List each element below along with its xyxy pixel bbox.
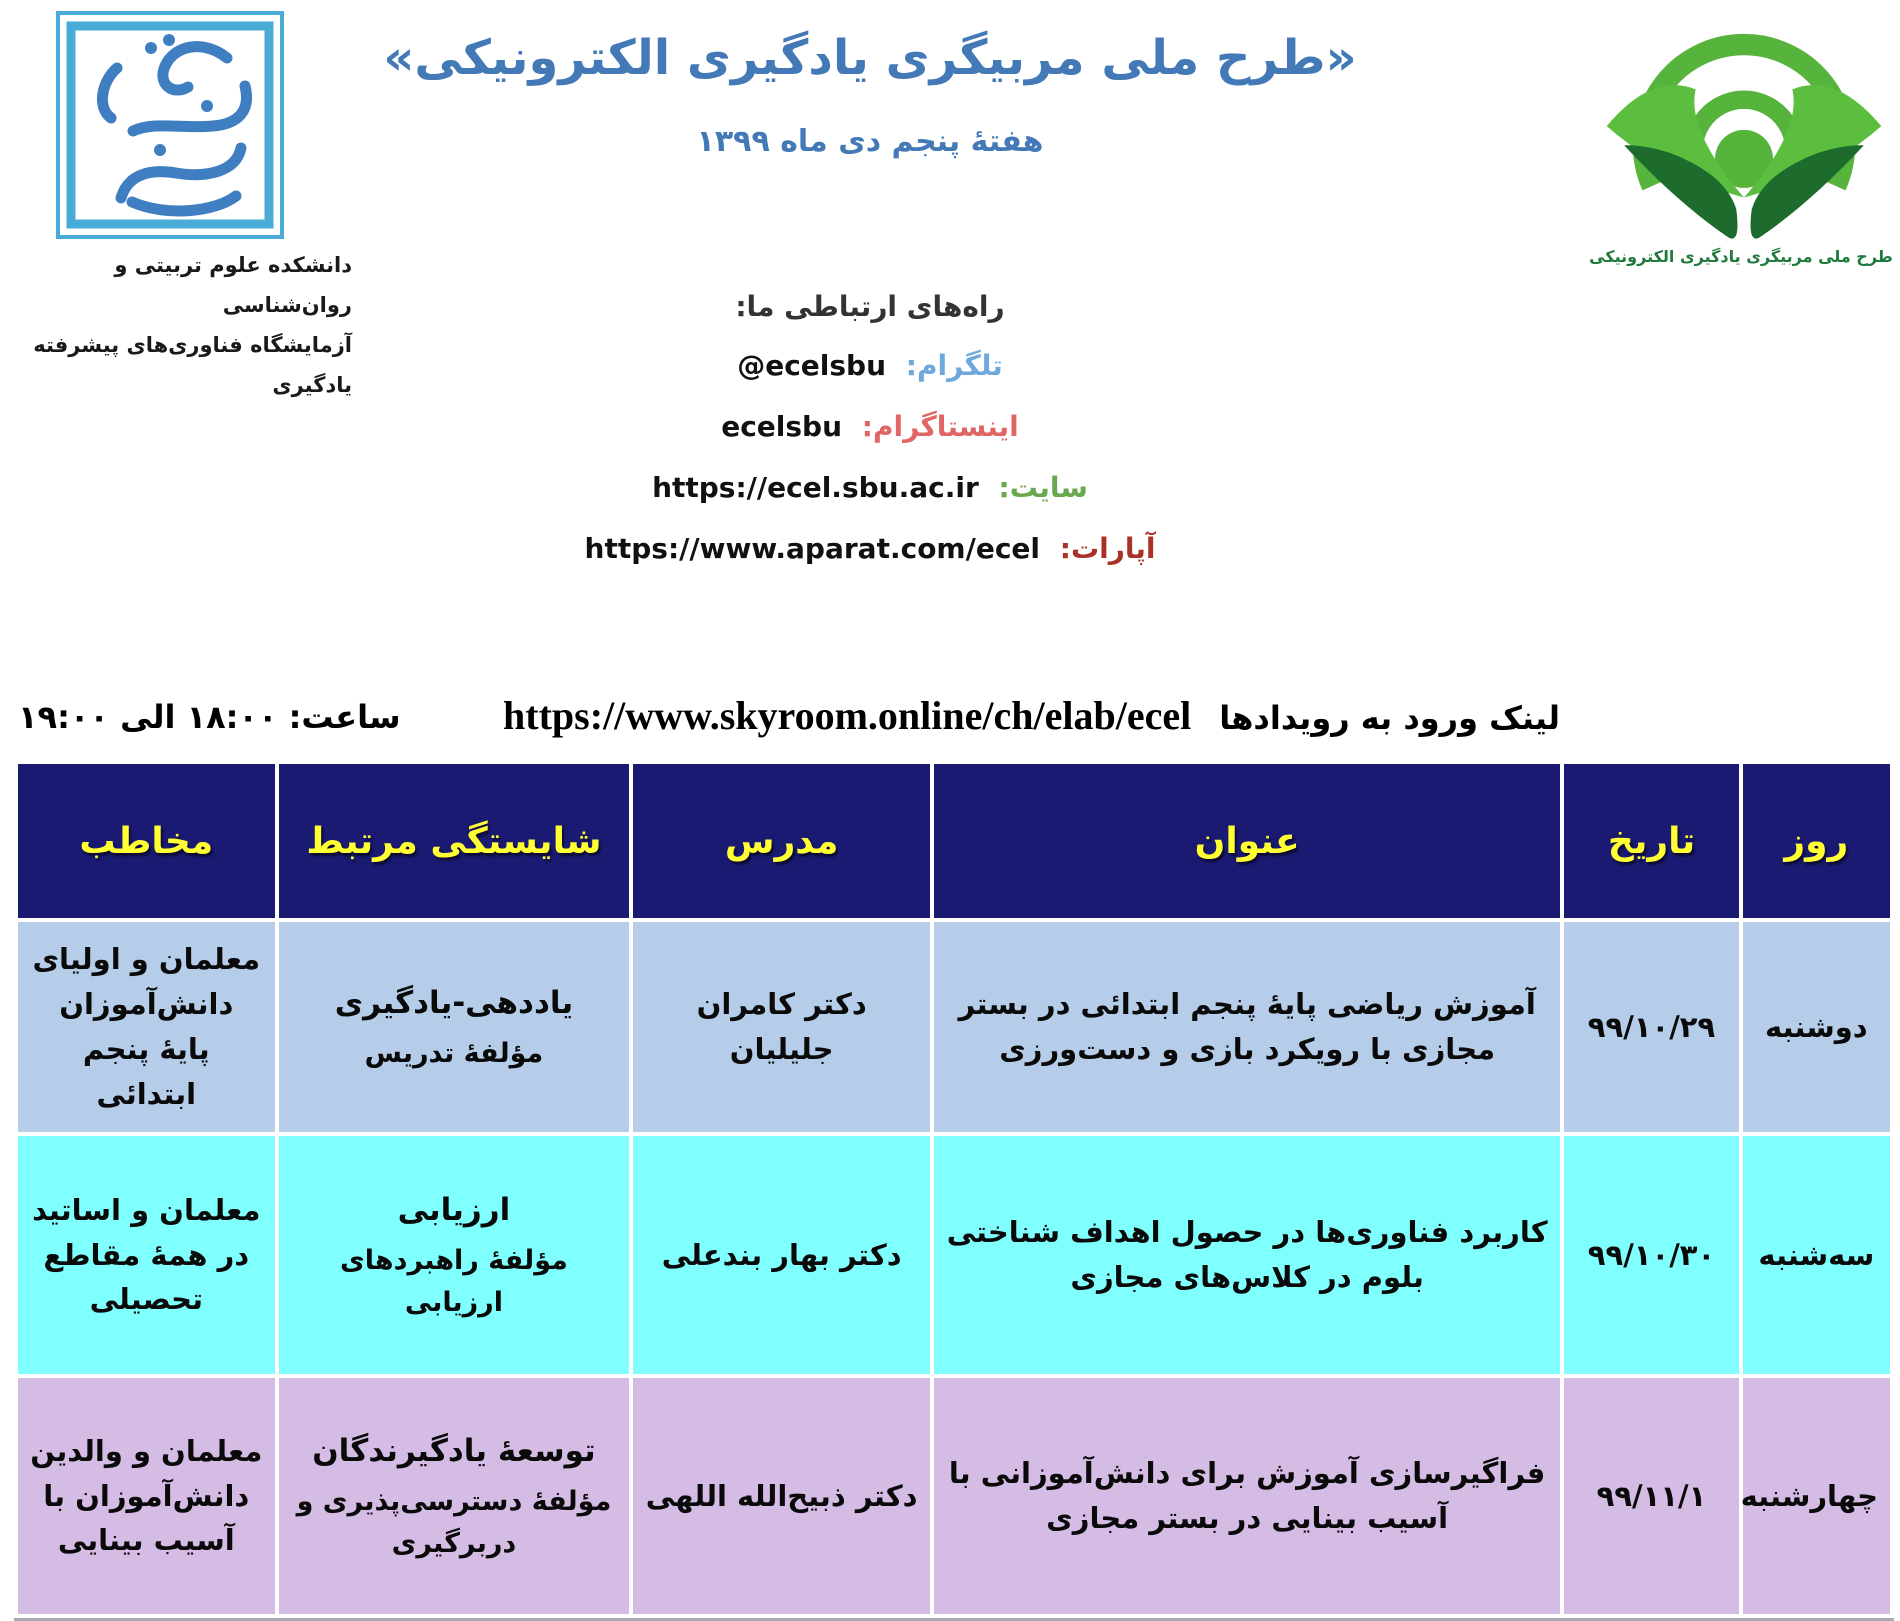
schedule-table	[14, 760, 1894, 1621]
event-link-label: لینک ورود به رویدادها	[1219, 699, 1560, 737]
website-label: سایت:	[998, 471, 1088, 504]
competency-main: ارزیابی	[397, 1192, 511, 1229]
sbu-university-logo-icon	[55, 10, 285, 240]
telegram-label: تلگرام:	[905, 349, 1003, 382]
competency-sub: مؤلفهٔ تدریس	[364, 1038, 544, 1070]
cell-title: کاربرد فناوری‌ها در حصول اهداف شناختی بلوم در کلاس‌های مجازی	[934, 1136, 1560, 1374]
cell-audience: معلمان و اولیای دانش‌آموزان پایهٔ پنجم ابتدائی	[18, 922, 275, 1132]
cell-instructor: دکتر ذبیح‌الله اللهی	[633, 1378, 930, 1614]
competency-sub: مؤلفهٔ دسترسی‌پذیری و دربرگیری	[296, 1486, 612, 1560]
competency-main: توسعهٔ یادگیرندگان	[312, 1433, 596, 1470]
schedule-header-row	[18, 764, 1890, 918]
table-row	[18, 922, 1890, 1132]
page-subtitle: هفتهٔ پنجم دی ماه ۱۳۹۹	[696, 124, 1044, 159]
column-header-date: تاریخ	[1564, 764, 1738, 918]
cell-instructor: دکتر کامران جلیلیان	[633, 922, 930, 1132]
telegram-handle[interactable]: @ecelsbu	[737, 349, 887, 382]
cell-day: سه‌شنبه	[1743, 1136, 1890, 1374]
headline-block	[300, 30, 1440, 159]
column-header-title: عنوان	[934, 764, 1560, 918]
contact-line-aparat	[300, 532, 1440, 565]
cell-competency	[279, 1136, 630, 1374]
cell-competency	[279, 1378, 630, 1614]
cell-title: آموزش ریاضی پایهٔ پنجم ابتدائی در بستر مجازی با رویکرد بازی و دست‌ورزی	[934, 922, 1560, 1132]
cell-date: ۹۹/۱۱/۱	[1564, 1378, 1738, 1614]
column-header-instructor: مدرس	[633, 764, 930, 918]
contact-line-website	[300, 471, 1440, 504]
page-title: «طرح ملی مربیگری یادگیری الکترونیکی»	[383, 30, 1357, 86]
contact-line-instagram	[300, 410, 1440, 443]
aparat-link[interactable]: https://www.aparat.com/ecel	[584, 532, 1041, 565]
cell-audience: معلمان و والدین دانش‌آموزان با آسیب بینایی	[18, 1378, 275, 1614]
column-header-audience: مخاطب	[18, 764, 275, 918]
cell-title: فراگیرسازی آموزش برای دانش‌آموزانی با آسیب بینایی در بستر مجازی	[934, 1378, 1560, 1614]
elearning-program-logo-icon	[1598, 12, 1890, 244]
cell-instructor: دکتر بهار بندعلی	[633, 1136, 930, 1374]
skyroom-link[interactable]: https://www.skyroom.online/ch/elab/ecel	[503, 693, 1192, 738]
instagram-label: اینستاگرام:	[861, 410, 1019, 443]
table-row	[18, 1378, 1890, 1614]
cell-day: دوشنبه	[1743, 922, 1890, 1132]
cell-day: چهارشنبه	[1743, 1378, 1890, 1614]
competency-main: یاددهی-یادگیری	[334, 985, 574, 1022]
contact-block	[300, 290, 1440, 593]
aparat-label: آپارات:	[1059, 532, 1156, 565]
column-header-competency: شایستگی مرتبط	[279, 764, 630, 918]
table-row	[18, 1136, 1890, 1374]
lab-name: آزمایشگاه فناوری‌های پیشرفته یادگیری	[33, 332, 352, 397]
event-access-row	[503, 692, 1560, 739]
instagram-handle[interactable]: ecelsbu	[721, 410, 843, 443]
column-header-day: روز	[1743, 764, 1890, 918]
faculty-name: دانشکده علوم تربیتی و روان‌شناسی	[114, 253, 352, 317]
elearning-program-logo-caption: طرح ملی مربیگری یادگیری الکترونیکی	[1589, 247, 1893, 266]
competency-sub: مؤلفهٔ راهبردهای ارزیابی	[340, 1245, 568, 1319]
session-time: ساعت: ۱۸:۰۰ الی ۱۹:۰۰	[18, 698, 401, 736]
cell-date: ۹۹/۱۰/۳۰	[1564, 1136, 1738, 1374]
cell-competency	[279, 922, 630, 1132]
contact-line-telegram	[300, 349, 1440, 382]
contact-heading: راه‌های ارتباطی ما:	[735, 290, 1005, 323]
website-link[interactable]: https://ecel.sbu.ac.ir	[652, 471, 979, 504]
cell-audience: معلمان و اساتید در همهٔ مقاطع تحصیلی	[18, 1136, 275, 1374]
cell-date: ۹۹/۱۰/۲۹	[1564, 922, 1738, 1132]
